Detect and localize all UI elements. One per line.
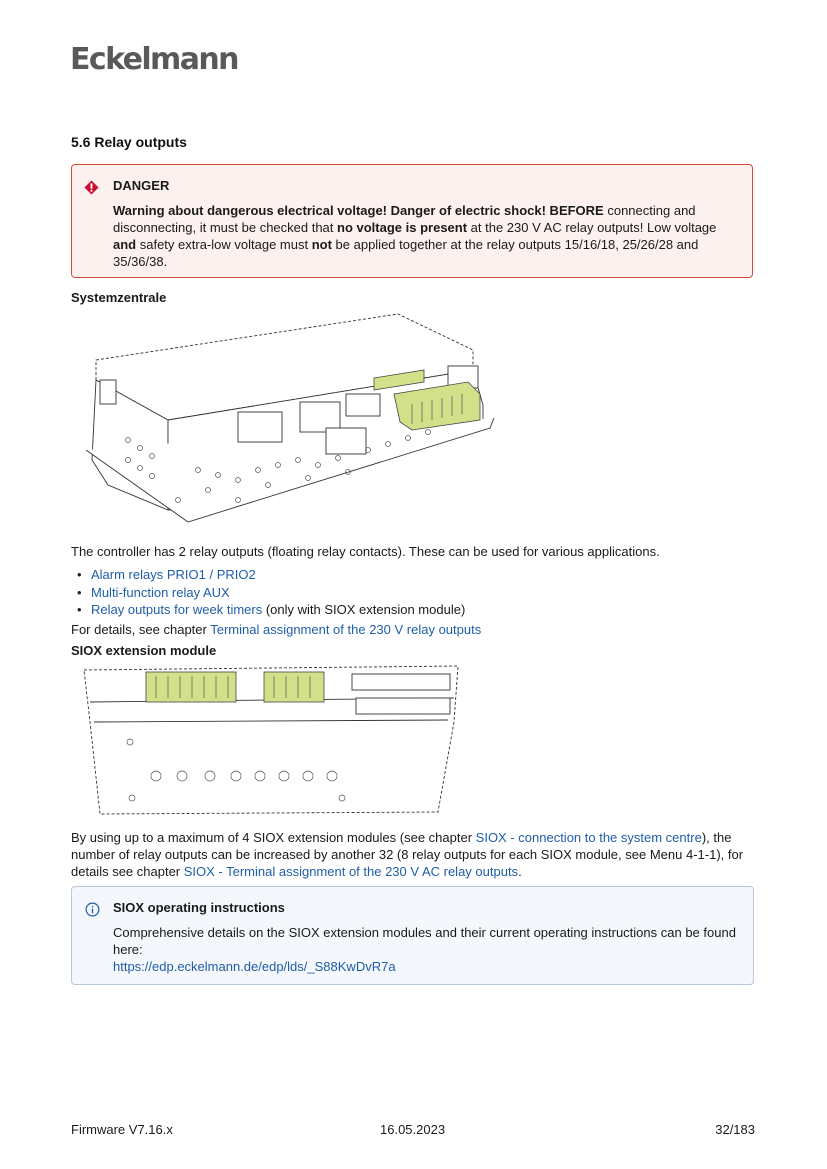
info-title: SIOX operating instructions: [113, 900, 285, 915]
danger-text: Warning about dangerous electrical voltage! Danger of electric shock! BEFORE connecting and disconnecting, it must be checked that no voltage is present at the 230 V AC relay outputs! Low voltage and safety extra-low voltage must not be applied together at the relay outputs 15/16/18, 25/26/28 and 35/36/38.: [113, 203, 717, 269]
danger-title: DANGER: [113, 178, 170, 193]
systemzentrale-label: Systemzentrale: [71, 290, 167, 305]
week-timer-relay-link[interactable]: Relay outputs for week timers: [91, 602, 263, 617]
info-icon: [85, 902, 100, 922]
alarm-relays-link[interactable]: Alarm relays PRIO1 / PRIO2: [91, 567, 256, 582]
footer-firmware: Firmware V7.16.x: [71, 1122, 173, 1137]
siox-description: By using up to a maximum of 4 SIOX extension modules (see chapter SIOX - connection to the system centre), the number of relay outputs can be increased by another 32 (8 relay outputs for each SIOX module, see Menu 4-1-1), for details see chapter SIOX - Terminal assignment of the 230 V AC relay outputs.: [71, 830, 744, 879]
siox-terminal-block: [146, 672, 324, 702]
section-heading: 5.6 Relay outputs: [71, 134, 187, 150]
siox-connection-link[interactable]: SIOX - connection to the system centre: [475, 830, 702, 845]
danger-box: [71, 164, 753, 278]
details-text: For details, see chapter Terminal assignment of the 230 V relay outputs: [71, 622, 482, 637]
operating-instructions-link[interactable]: https://edp.eckelmann.de/edp/lds/_S88KwDvR7a: [113, 959, 396, 974]
siox-module-label: SIOX extension module: [71, 643, 217, 658]
info-box: [71, 886, 754, 985]
system-centre-illustration: [68, 310, 498, 535]
multi-function-relay-link[interactable]: Multi-function relay AUX: [91, 584, 230, 600]
relay-application-list: [77, 566, 465, 619]
terminal-assignment-link[interactable]: Terminal assignment of the 230 V relay outputs: [210, 622, 482, 637]
siox-module-illustration: [70, 662, 462, 822]
footer-date: 16.05.2023: [380, 1122, 446, 1137]
list-item: • Relay outputs for week timers (only with SIOX extension module): [77, 601, 465, 619]
danger-icon: [84, 180, 99, 200]
footer-page-number: 32/183: [715, 1122, 755, 1137]
siox-terminal-assignment-link[interactable]: SIOX - Terminal assignment of the 230 V AC relay outputs: [183, 864, 519, 879]
relay-intro-text: The controller has 2 relay outputs (floating relay contacts). These can be used for various applications.: [71, 544, 660, 559]
eckelmann-logo: Eckelmann: [70, 42, 238, 77]
info-text: Comprehensive details on the SIOX extension modules and their current operating instructions can be found here: https://edp.eckelmann.de/edp/lds/_S88KwDvR7a: [113, 925, 736, 974]
list-item: [77, 584, 465, 602]
list-item: [77, 566, 465, 584]
